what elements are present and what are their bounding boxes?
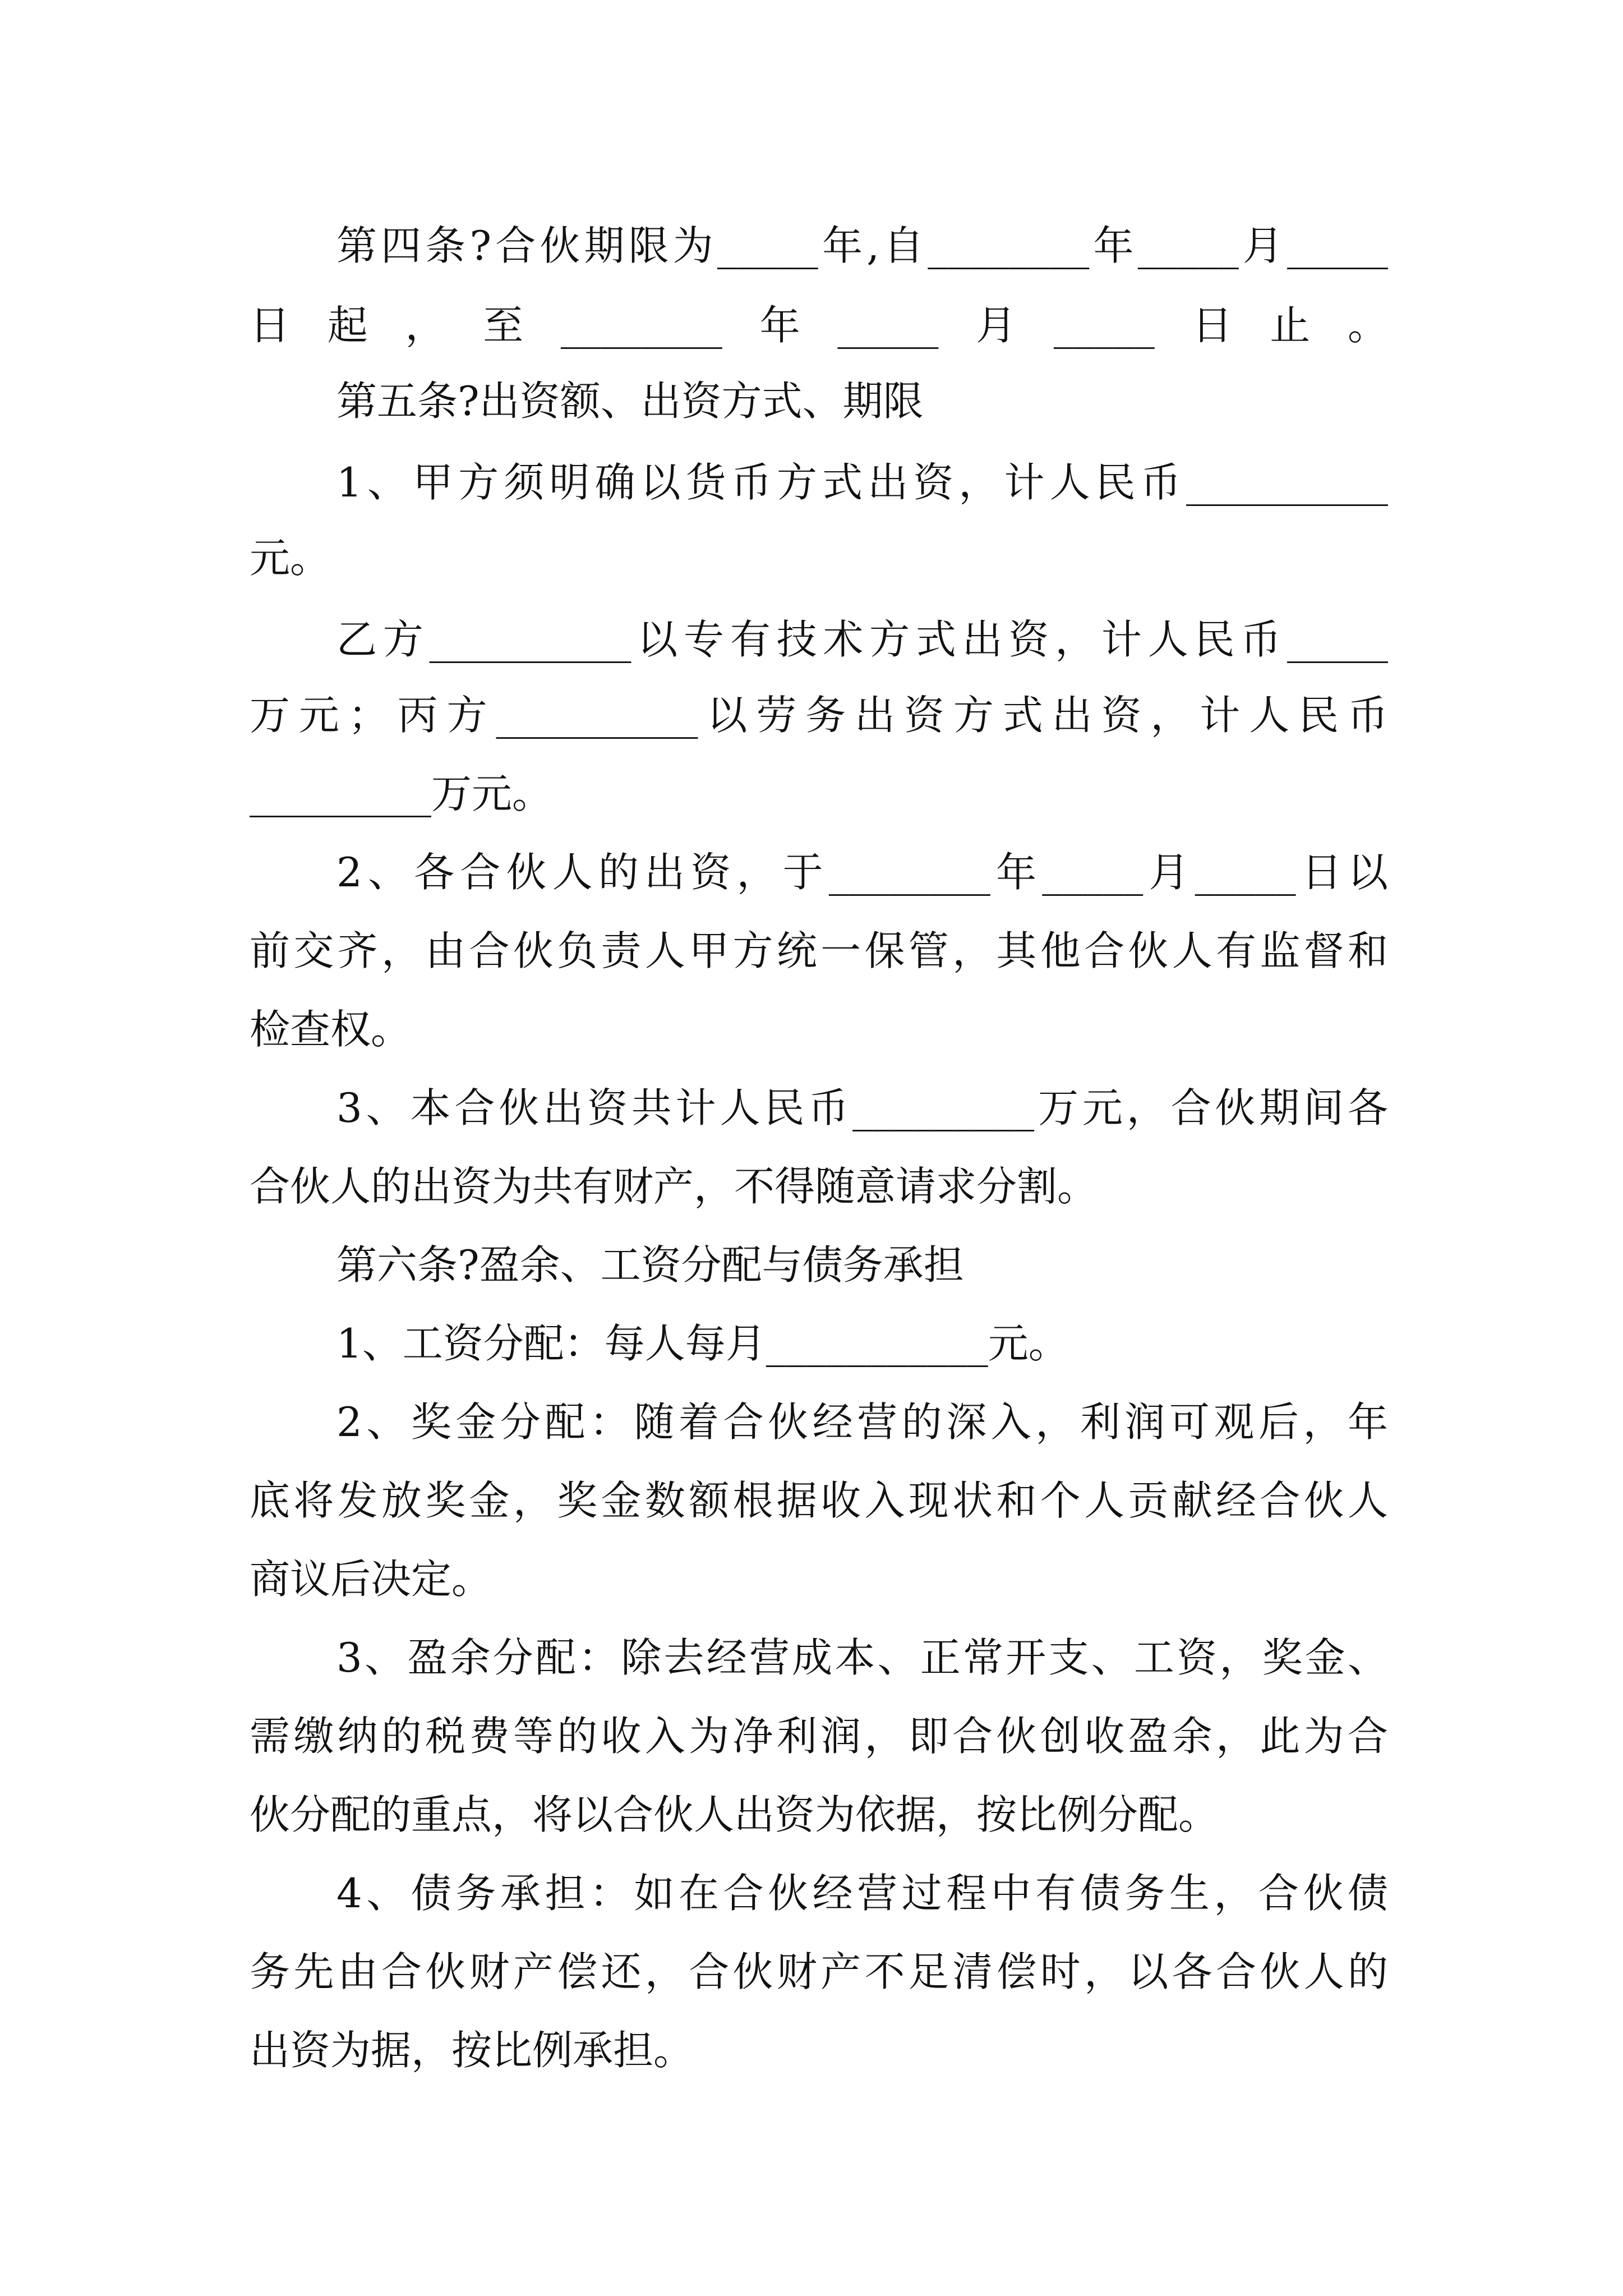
text-line: 1、甲方须明确以货币方式出资，计人民币__________ — [336, 459, 1388, 506]
text-line: 合伙人的出资为共有财产，不得随意请求分割。 — [250, 1163, 1098, 1210]
text-line: 4、债务承担：如在合伙经营过程中有债务生，合伙债 — [336, 1870, 1388, 1917]
text-line: 2、各合伙人的出资，于________年_____月_____日以 — [336, 849, 1388, 896]
text-line: 第四条?合伙期限为_____年,自________年_____月_____ — [336, 222, 1388, 269]
text-line: 伙分配的重点，将以合伙人出资为依据，按比例分配。 — [250, 1791, 1219, 1838]
text-line: 底将发放奖金，奖金数额根据收入现状和个人贡献经合伙人 — [250, 1477, 1388, 1524]
text-line: 前交齐，由合伙负责人甲方统一保管，其他合伙人有监督和 — [250, 927, 1388, 974]
text-line: 检查权。 — [250, 1006, 412, 1053]
text-line: 万元；丙方__________以劳务出资方式出资，计人民币 — [250, 692, 1388, 739]
text-line: 乙方__________以专有技术方式出资，计人民币_____ — [336, 616, 1388, 663]
article-heading: 第五条?出资额、出资方式、期限 — [336, 378, 924, 425]
text-line: 1、工资分配：每人每月___________元。 — [336, 1320, 1069, 1367]
text-line: _________万元。 — [250, 770, 553, 817]
text-line: 出资为据，按比例承担。 — [250, 2027, 694, 2074]
text-line: 日起，至________年_____月_____日止。 — [250, 302, 1388, 349]
text-line: 需缴纳的税费等的收入为净利润，即合伙创收盈余，此为合 — [250, 1713, 1388, 1760]
text-line: 元。 — [250, 535, 331, 582]
text-line: 3、盈余分配：除去经营成本、正常开支、工资，奖金、 — [336, 1634, 1388, 1681]
text-line: 务先由合伙财产偿还，合伙财产不足清偿时，以各合伙人的 — [250, 1948, 1388, 1995]
article-heading: 第六条?盈余、工资分配与债务承担 — [336, 1241, 964, 1289]
text-line: 2、奖金分配：随着合伙经营的深入，利润可观后，年 — [336, 1398, 1388, 1446]
text-line: 商议后决定。 — [250, 1556, 492, 1603]
text-line: 3、本合伙出资共计人民币_________万元，合伙期间各 — [336, 1084, 1388, 1131]
